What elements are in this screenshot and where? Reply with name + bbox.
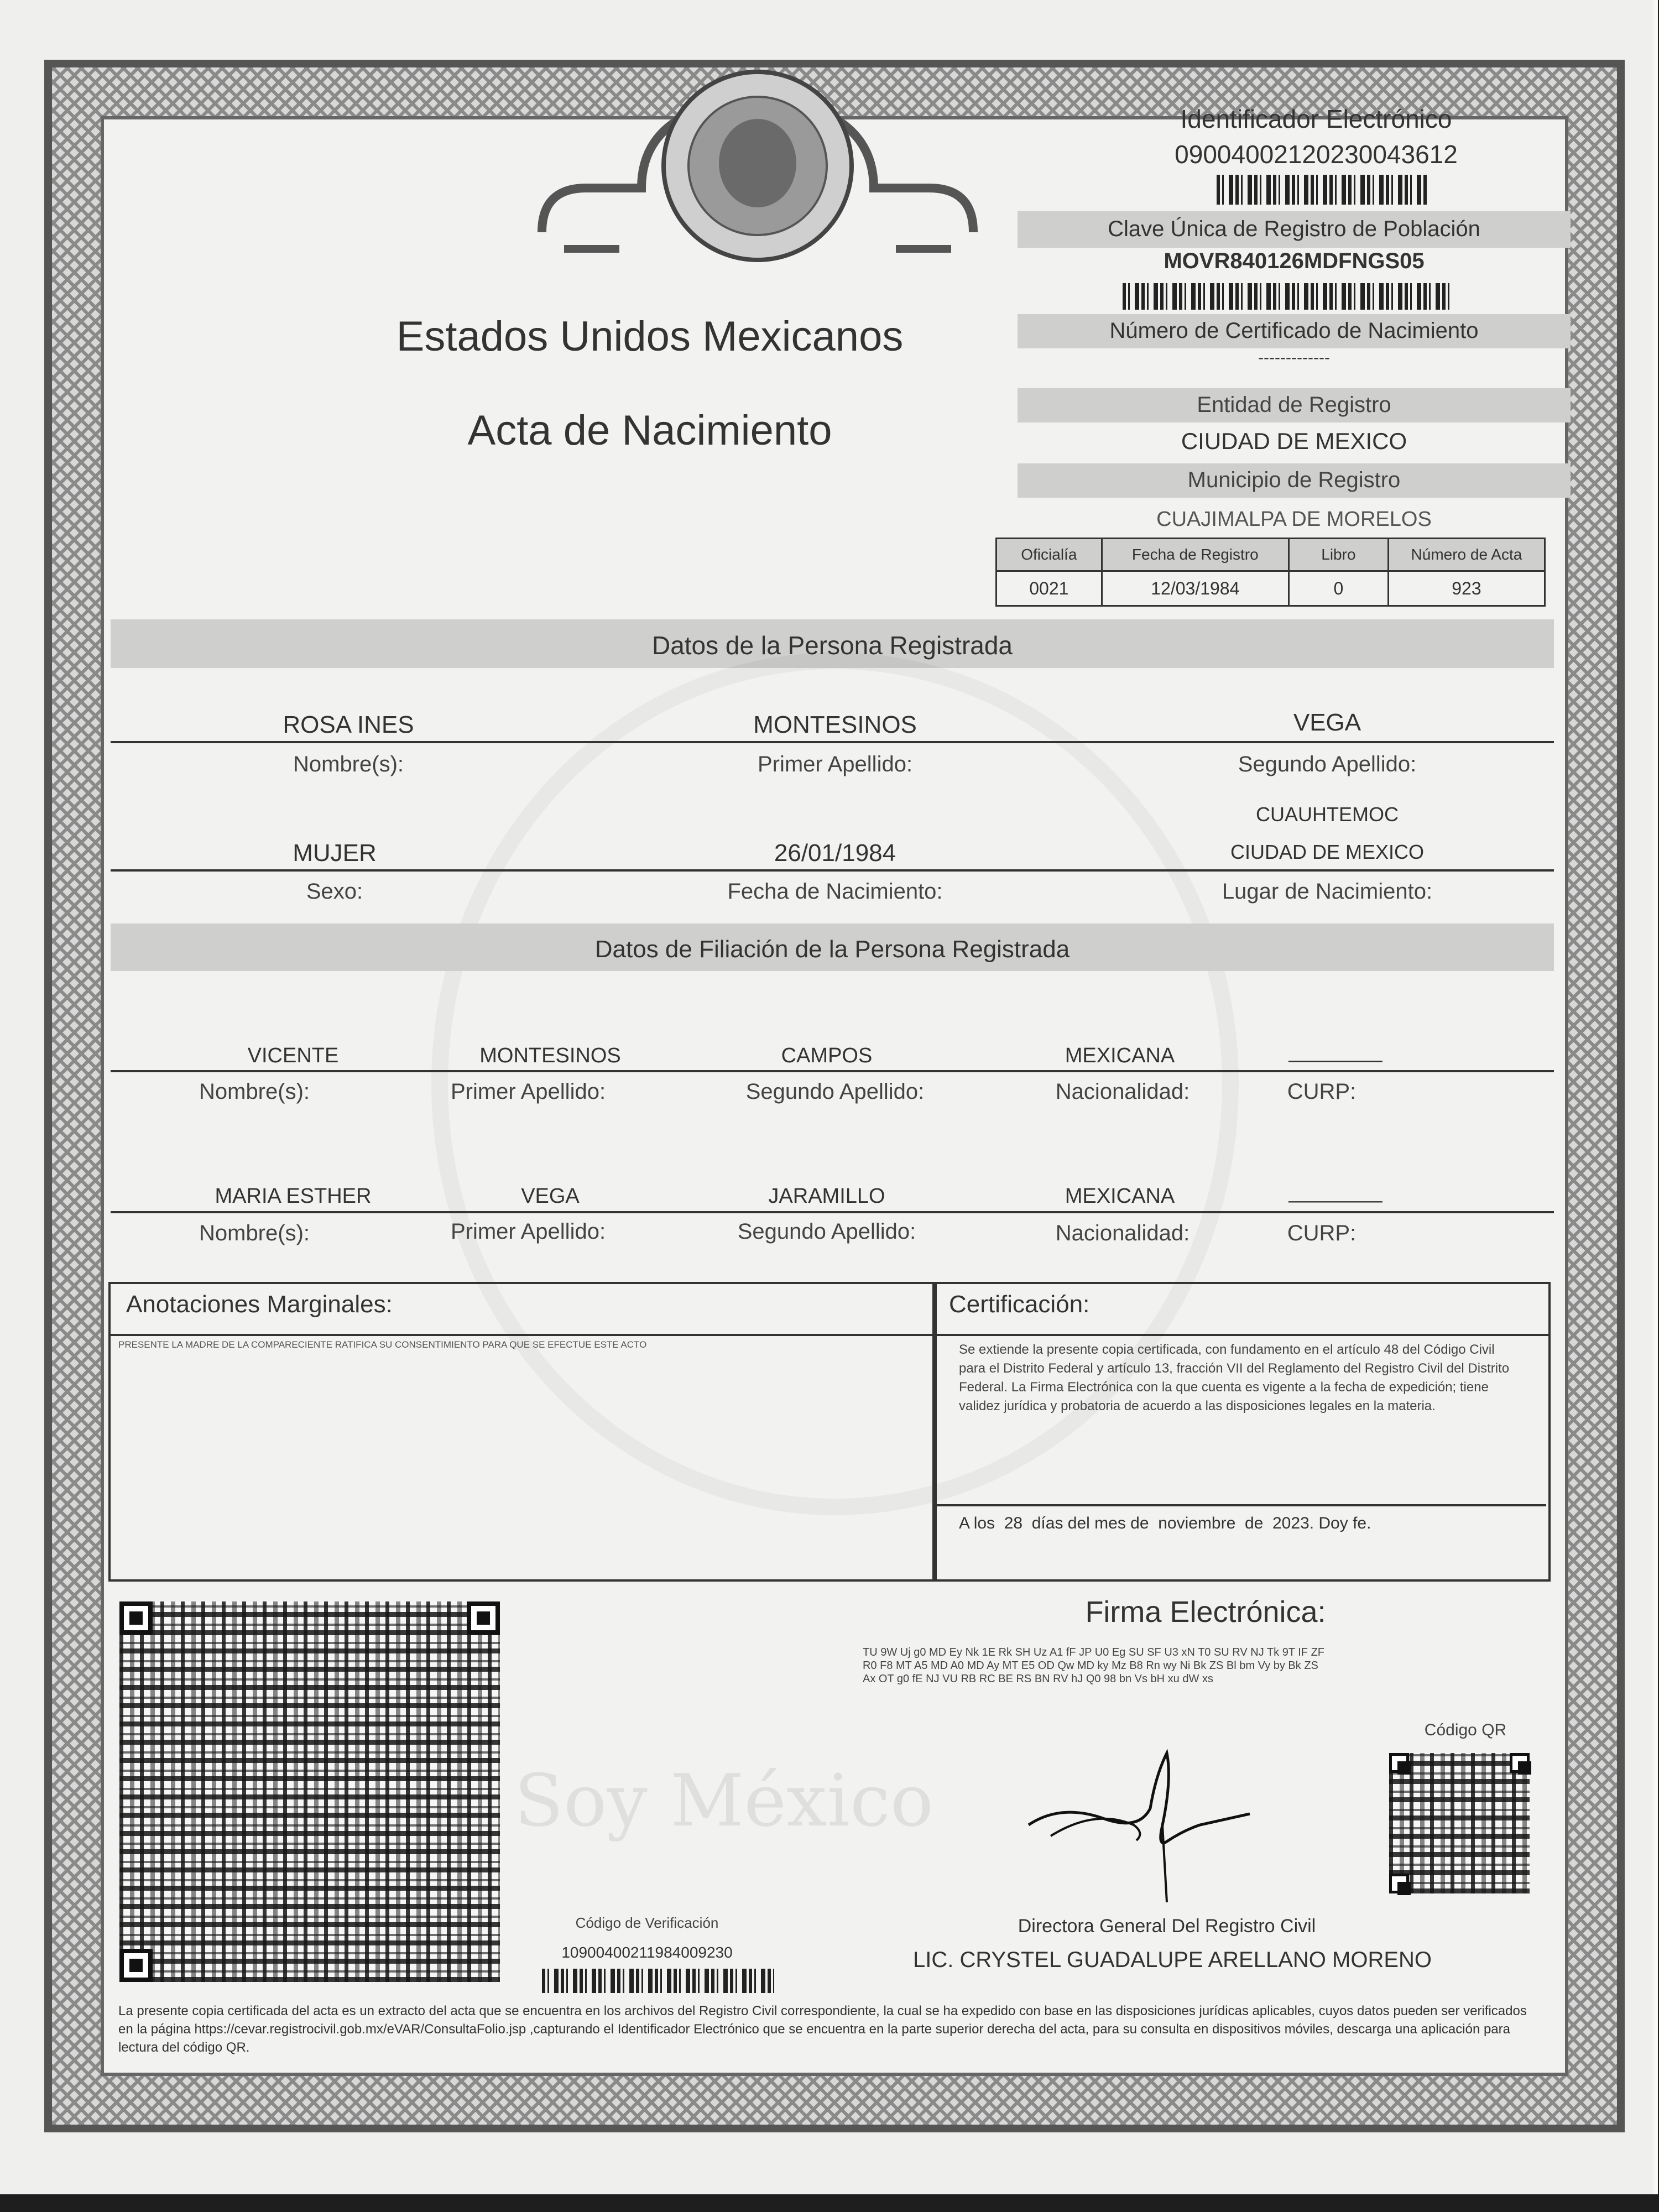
handwritten-signature xyxy=(1018,1742,1261,1908)
madre-nombre: MARIA ESTHER xyxy=(215,1185,372,1208)
certificado-value: ------------- xyxy=(1258,348,1330,367)
fecha-registro-header: Fecha de Registro xyxy=(1102,539,1288,571)
verificacion-value: 10900400211984009230 xyxy=(561,1944,733,1961)
madre-curp: ________ xyxy=(1288,1180,1383,1203)
madre-segundo-apellido: JARAMILLO xyxy=(768,1185,885,1208)
firma-nombre: LIC. CRYSTEL GUADALUPE ARELLANO MORENO xyxy=(912,1948,1432,1972)
national-seal-icon xyxy=(531,66,984,265)
padre-segundo-apellido-label: Segundo Apellido: xyxy=(745,1079,925,1104)
municipio-value: CUAJIMALPA DE MORELOS xyxy=(1156,508,1432,531)
id-electronico-value: 09004002120230043612 xyxy=(1175,140,1458,169)
oficialia-header: Oficialía xyxy=(997,539,1102,571)
persona-row2-line xyxy=(111,869,1554,872)
certificado-label: Número de Certificado de Nacimiento xyxy=(1109,319,1479,343)
madre-curp-label: CURP: xyxy=(1287,1221,1357,1245)
persona-segundo-apellido: VEGA xyxy=(1293,709,1361,736)
certificacion-text: Se extiende la presente copia certificada, con fundamento en el artículo 48 del Código Civil para el Distrito Federal y artículo 13, fracción VII del Reglamento del Registro Civil del Distrito Federal. La Firma Electrónica con la que cuenta es vigente a la fecha de expedición; tiene validez jurídica y probatoria de acuerdo a las disposiciones legales en la materia. xyxy=(959,1342,1510,1413)
filiacion-section-title: Datos de Filiación de la Persona Registrada xyxy=(594,936,1070,963)
madre-segundo-apellido-label: Segundo Apellido: xyxy=(737,1219,916,1244)
certificacion-box xyxy=(932,1282,1551,1582)
persona-row1-line xyxy=(111,741,1554,743)
numero-acta-header: Número de Acta xyxy=(1388,539,1545,571)
persona-segundo-apellido-label: Segundo Apellido: xyxy=(1238,752,1417,776)
box-header-line xyxy=(108,1334,1548,1336)
madre-primer-apellido-label: Primer Apellido: xyxy=(450,1219,606,1244)
footer-legal-text: La presente copia certificada del acta es un extracto del acta que se encuentra en los archivos del Registro Civil correspondiente, la cual se ha expedido con base en las disposiciones jurídicas aplicables, cuyos datos pueden ser verificados en la página https://cevar.registrocivil.gob.mx/eVAR/ConsultaFolio.jsp ,capturando el Identificador Electrónico que se encuentra en la parte superior derecha del acta, para su consulta en dispositivos móviles, descarga una aplicación para lectura del código QR. xyxy=(118,2004,1527,2055)
madre-nacionalidad-label: Nacionalidad: xyxy=(1055,1221,1190,1245)
verificacion-barcode xyxy=(542,1969,774,1993)
anotaciones-box xyxy=(108,1282,937,1582)
madre-primer-apellido: VEGA xyxy=(521,1185,580,1208)
persona-section-title: Datos de la Persona Registrada xyxy=(651,631,1013,660)
registro-table xyxy=(995,538,1546,607)
padre-primer-apellido-label: Primer Apellido: xyxy=(450,1079,606,1104)
persona-fecha-nacimiento: 26/01/1984 xyxy=(774,839,896,867)
padre-primer-apellido: MONTESINOS xyxy=(479,1044,621,1067)
fecha-registro-value: 12/03/1984 xyxy=(1102,571,1288,606)
padre-line xyxy=(111,1070,1554,1072)
persona-lugar-line1: CUAUHTEMOC xyxy=(1256,803,1399,826)
firma-hash-line3: Ax OT g0 fE NJ VU RB RC BE RS BN RV hJ Q0 98 bn Vs bH xu dW xs xyxy=(863,1673,1213,1685)
certificacion-fecha: A los 28 días del mes de noviembre de 2023. Doy fe. xyxy=(959,1514,1371,1532)
persona-primer-apellido-label: Primer Apellido: xyxy=(757,752,913,776)
small-qr-finder-top-right xyxy=(1510,1753,1530,1773)
qr-finder-top-left xyxy=(119,1601,153,1635)
padre-nacionalidad-label: Nacionalidad: xyxy=(1055,1079,1190,1104)
curp-label: Clave Única de Registro de Población xyxy=(1108,217,1480,241)
id-electronico-label: Identificador Electrónico xyxy=(1180,105,1452,133)
qr-finder-top-right xyxy=(467,1601,500,1635)
persona-lugar-line2: CIUDAD DE MEXICO xyxy=(1230,841,1425,863)
libro-header: Libro xyxy=(1288,539,1388,571)
firma-hash-line2: R0 F8 MT A5 MD A0 MD Ay MT E5 OD Qw MD ky Mz B8 Rn wy Ni Bk ZS Bl bm Vy by Bk ZS xyxy=(863,1660,1318,1672)
persona-lugar-label: Lugar de Nacimiento: xyxy=(1222,879,1433,904)
verification-qr-code xyxy=(119,1601,500,1982)
small-qr-code xyxy=(1389,1753,1530,1893)
persona-nombre: ROSA INES xyxy=(283,711,414,738)
padre-segundo-apellido: CAMPOS xyxy=(781,1044,873,1067)
padre-curp: ________ xyxy=(1288,1040,1383,1063)
madre-nacionalidad: MEXICANA xyxy=(1065,1185,1175,1208)
anotaciones-title: Anotaciones Marginales: xyxy=(126,1291,393,1318)
firma-hash xyxy=(863,1646,1526,1686)
oficialia-value: 0021 xyxy=(997,571,1102,606)
madre-line xyxy=(111,1211,1554,1213)
padre-nombre: VICENTE xyxy=(247,1044,339,1067)
qr-finder-bottom-left xyxy=(119,1949,153,1982)
persona-sexo-label: Sexo: xyxy=(306,879,363,904)
entidad-value: CIUDAD DE MEXICO xyxy=(1181,428,1407,454)
anotaciones-text: PRESENTE LA MADRE DE LA COMPARECIENTE RATIFICA SU CONSENTIMIENTO PARA QUE SE EFECTUE ESTE ACTO xyxy=(118,1339,647,1350)
verificacion-label: Código de Verificación xyxy=(575,1914,719,1931)
small-qr-finder-bottom-left xyxy=(1389,1874,1409,1893)
persona-fecha-label: Fecha de Nacimiento: xyxy=(727,879,943,904)
certificacion-divider xyxy=(932,1504,1546,1506)
firma-title: Firma Electrónica: xyxy=(1085,1595,1326,1629)
firma-cargo: Directora General Del Registro Civil xyxy=(1018,1916,1316,1937)
codigo-qr-label: Código QR xyxy=(1424,1721,1507,1739)
persona-sexo: MUJER xyxy=(293,839,377,867)
municipio-label: Municipio de Registro xyxy=(1187,468,1401,492)
madre-nombre-label: Nombre(s): xyxy=(199,1221,310,1245)
padre-nacionalidad: MEXICANA xyxy=(1065,1044,1175,1067)
id-electronico-barcode xyxy=(1217,175,1427,205)
curp-barcode xyxy=(1123,283,1454,310)
libro-value: 0 xyxy=(1288,571,1388,606)
entidad-label: Entidad de Registro xyxy=(1197,393,1391,417)
persona-primer-apellido: MONTESINOS xyxy=(753,711,917,738)
persona-nombre-label: Nombre(s): xyxy=(293,752,404,776)
padre-nombre-label: Nombre(s): xyxy=(199,1079,310,1104)
padre-curp-label: CURP: xyxy=(1287,1079,1357,1104)
country-title: Estados Unidos Mexicanos xyxy=(396,313,904,360)
numero-acta-value: 923 xyxy=(1388,571,1545,606)
firma-hash-line1: TU 9W Uj g0 MD Ey Nk 1E Rk SH Uz A1 fF JP U0 Eg SU SF U3 xN T0 SU RV NJ Tk 9T IF ZF xyxy=(863,1646,1324,1658)
curp-value: MOVR840126MDFNGS05 xyxy=(1164,249,1425,273)
small-qr-finder-top-left xyxy=(1389,1753,1409,1773)
certificacion-title: Certificación: xyxy=(949,1291,1090,1318)
document-title: Acta de Nacimiento xyxy=(467,407,832,454)
soy-mexico-watermark: Soy México xyxy=(514,1759,934,1843)
